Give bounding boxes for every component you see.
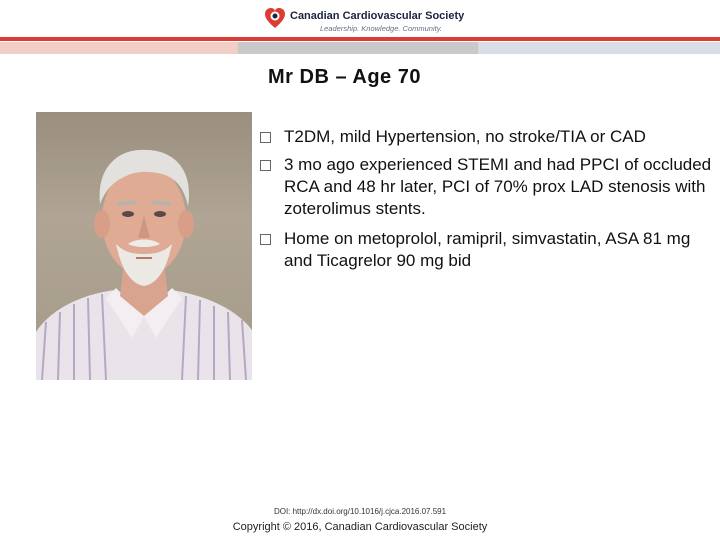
bullet-text: 3 mo ago experienced STEMI and had PPCI of occluded RCA and 48 hr later, PCI of 70% prox LAD stenosis with zoterolimus stents. [284, 155, 712, 218]
patient-photo [36, 112, 252, 380]
header-stripe-red [0, 37, 720, 41]
slide-title: Mr DB – Age 70 [268, 66, 421, 88]
bullet-list [260, 126, 712, 278]
bullet-text: Home on metoprolol, ramipril, simvastatin, ASA 81 mg and Ticagrelor 90 mg bid [284, 229, 691, 270]
header-band-middle [238, 42, 478, 54]
org-name: Canadian Cardiovascular Society [290, 10, 465, 22]
square-bullet-icon [260, 132, 271, 143]
heart-logo-icon [264, 6, 286, 30]
bullet-text: T2DM, mild Hypertension, no stroke/TIA or CAD [284, 127, 646, 146]
ccs-logo [264, 6, 464, 36]
list-item [260, 228, 712, 272]
header-band-right [478, 42, 720, 54]
slide-header [0, 0, 720, 56]
patient-portrait-image [36, 112, 252, 380]
list-item [260, 126, 712, 148]
copyright-notice: Copyright © 2016, Canadian Cardiovascular Society [232, 521, 488, 533]
square-bullet-icon [260, 234, 271, 245]
org-tagline: Leadership. Knowledge. Community. [320, 24, 443, 33]
square-bullet-icon [260, 160, 271, 171]
doi-citation: DOI: http://dx.doi.org/10.1016/j.cjca.2016.07.591 [273, 507, 447, 516]
list-item [260, 154, 712, 220]
header-band-left [0, 42, 238, 54]
